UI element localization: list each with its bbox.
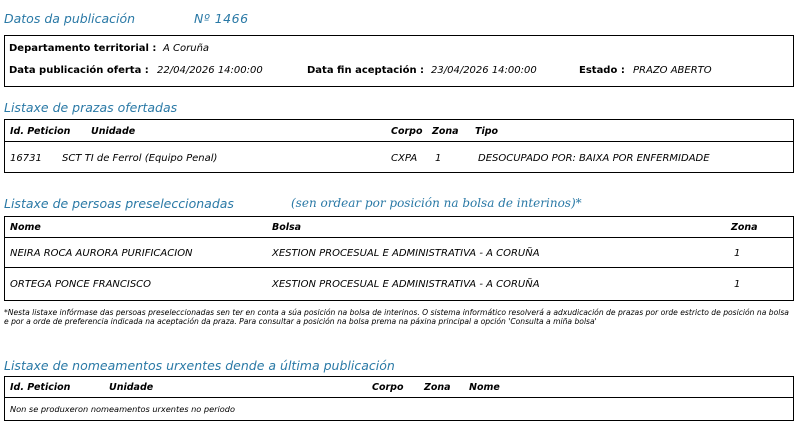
offered-col-unit: Unidade [91,126,136,137]
end-date-label: Data fin aceptación : [307,65,425,76]
urgent-section-title [4,358,395,373]
preselected-cell-bolsa: XESTION PROCESUAL E ADMINISTRATIVA - A CORUÑA [272,279,540,290]
offered-cell-type: DESOCUPADO POR: BAIXA POR ENFERMIDADE [478,153,710,164]
preselected-cell-bolsa: XESTION PROCESUAL E ADMINISTRATIVA - A CORUÑA [272,248,540,259]
preselected-row-divider [5,267,793,268]
department-label: Departamento territorial : [9,43,157,54]
urgent-header-divider [5,397,793,398]
department-value: A Coruña [163,43,210,54]
preselected-table [4,216,794,301]
offered-section-title [4,100,177,115]
offered-col-corps: Corpo [391,126,423,137]
urgent-col-zone: Zona [424,382,451,393]
preselection-footnote: *Nesta listaxe infórmase das persoas preseleccionadas sen ter en conta a súa posición na bolsa de interinos. O sistema informático resolverá a adxudicación de prazas por orde estricto de posición na bolsa e por a orde de preferencia indicada na aceptación da praza. Para consultar a posición na bolsa prema na páxina principal a opción 'Consulta a miña bolsa' [4,308,789,326]
preselected-note: (sen ordear por posición na bolsa de interinos)* [291,196,582,210]
status-value: PRAZO ABERTO [633,65,712,76]
status-label: Estado : [579,65,625,76]
preselected-cell-name: ORTEGA PONCE FRANCISCO [10,279,152,290]
urgent-empty-message: Non se produxeron nomeamentos urxentes no periodo [10,404,235,414]
publication-number: Nº 1466 [194,11,249,26]
offered-header-divider [5,141,793,142]
publication-title: Datos da publicación [4,11,136,26]
preselected-header-divider [5,237,793,238]
offered-cell-zone: 1 [435,153,442,164]
urgent-col-corps: Corpo [372,382,404,393]
offered-col-id: Id. Peticion [10,126,71,137]
end-date-value: 23/04/2026 14:00:00 [431,65,537,76]
offered-col-type: Tipo [475,126,499,137]
offered-col-zone: Zona [432,126,459,137]
offered-cell-id: 16731 [10,153,42,164]
preselected-col-bolsa: Bolsa [272,222,302,233]
offer-date-label: Data publicación oferta : [9,65,149,76]
urgent-title: Listaxe de nomeamentos urxentes dende a última publicación [4,358,395,373]
offered-cell-unit: SCT TI de Ferrol (Equipo Penal) [62,153,218,164]
offer-date-value: 22/04/2026 14:00:00 [157,65,263,76]
publication-details-box [4,35,794,87]
urgent-col-name: Nome [469,382,500,393]
offered-table [4,119,794,173]
offered-cell-corps: CXPA [391,153,418,164]
urgent-col-unit: Unidade [109,382,154,393]
publication-section-title [4,11,249,26]
preselected-section-title [4,196,582,211]
preselected-col-zone: Zona [731,222,758,233]
urgent-table [4,376,794,421]
preselected-col-name: Nome [10,222,41,233]
offered-title: Listaxe de prazas ofertadas [4,100,178,115]
preselected-cell-name: NEIRA ROCA AURORA PURIFICACION [10,248,193,259]
preselected-cell-zone: 1 [734,248,741,259]
preselected-title: Listaxe de persoas preseleccionadas [4,196,234,211]
preselected-cell-zone: 1 [734,279,741,290]
urgent-col-id: Id. Peticion [10,382,71,393]
